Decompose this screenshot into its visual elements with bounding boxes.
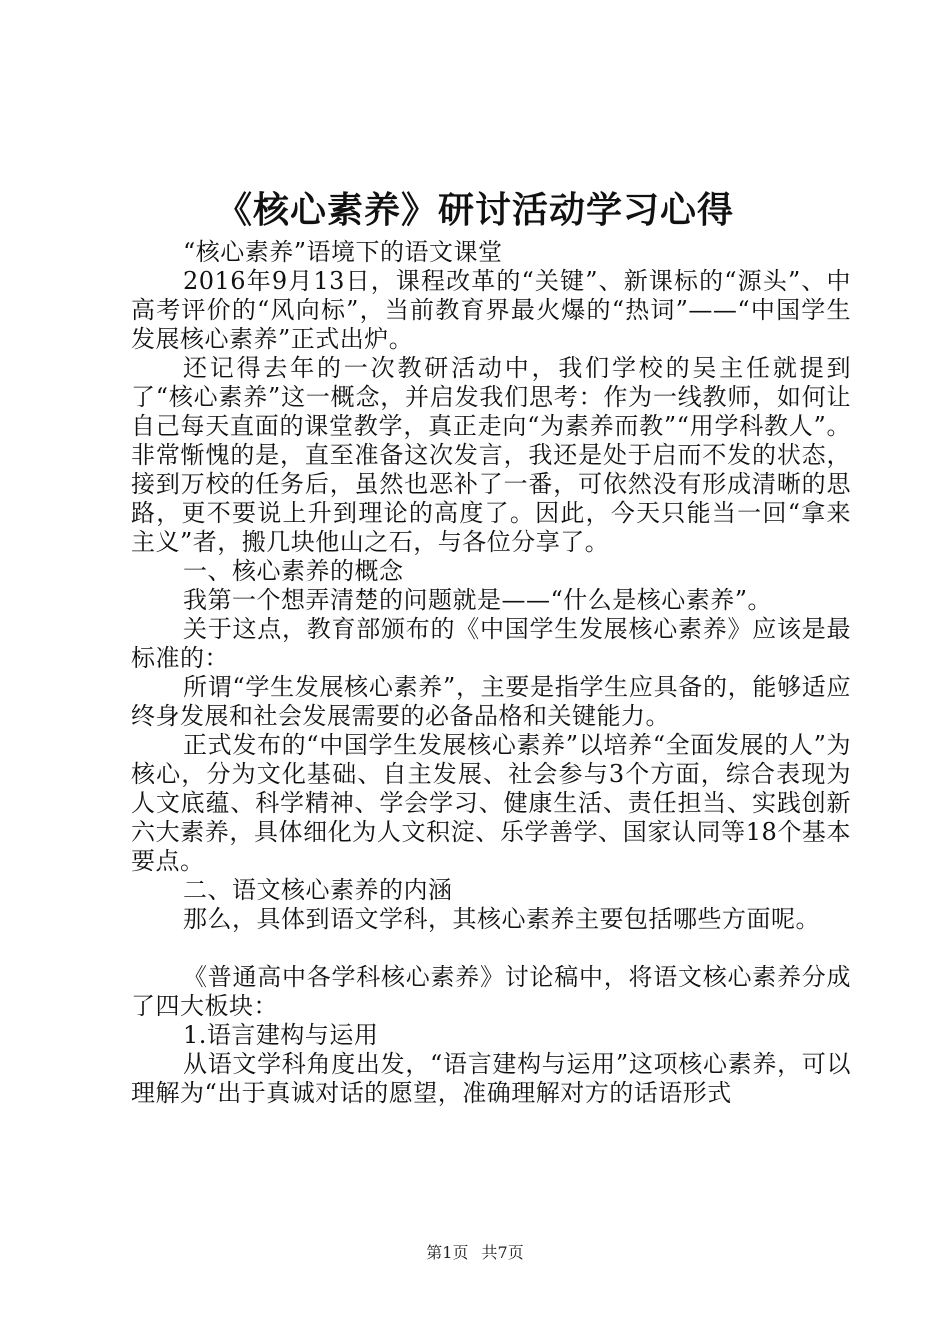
subheading-language-construction: 1.语言建构与运用 — [183, 1021, 379, 1049]
paragraph-language-construction: 从语文学科角度出发，“语言建构与运用”这项核心素养，可以理解为“出于真诚对话的愿望，准确理解对方的话语形式 — [131, 1050, 851, 1107]
paragraph-recollection: 还记得去年的一次教研活动中，我们学校的吴主任就提到了“核心素养”这一概念，并启发我们思考：作为一线教师，如何让自己每天直面的课堂教学，真正走向“为素养而教”“用学科教人”。非常惭愧的是，直至准备这次发言，我还是处于启而不发的状态，接到万校的任务后，虽然也恶补了一番，可依然没有形成清晰的思路，更不要说上升到理论的高度了。因此，今天只能当一回“拿来主义”者，搬几块他山之石，与各位分享了。 — [131, 354, 851, 556]
blank-line — [131, 934, 851, 963]
paragraph-framework: 正式发布的“中国学生发展核心素养”以培养“全面发展的人”为核心，分为文化基础、自主发展、社会参与3个方面，综合表现为人文底蕴、科学精神、学会学习、健康生活、责任担当、实践创新六大素养，具体细化为人文积淀、乐学善学、国家认同等18个基本要点。 — [131, 731, 851, 875]
paragraph-chinese-subject: 那么，具体到语文学科，其核心素养主要包括哪些方面呢。 — [183, 905, 820, 933]
paragraph-ministry-definition: 关于这点，教育部颁布的《中国学生发展核心素养》应该是最标准的： — [131, 615, 851, 672]
document-body — [131, 238, 851, 1108]
paragraph-definition: 所谓“学生发展核心素养”，主要是指学生应具备的，能够适应终身发展和社会发展需要的必备品格和关键能力。 — [131, 673, 851, 730]
section-heading-connotation: 二、语文核心素养的内涵 — [183, 876, 453, 904]
paragraph-question: 我第一个想弄清楚的问题就是——“什么是核心素养”。 — [183, 586, 773, 614]
page-title: 《核心素养》研讨活动学习心得 — [215, 189, 734, 231]
section-heading-concept: 一、核心素养的概念 — [183, 557, 404, 585]
paragraph-four-blocks: 《普通高中各学科核心素养》讨论稿中，将语文核心素养分成了四大板块： — [131, 963, 851, 1020]
paragraph-subtitle: “核心素养”语境下的语文课堂 — [183, 238, 503, 266]
paragraph-release-date: 2016年9月13日，课程改革的“关键”、新课标的“源头”、中高考评价的“风向标”，当前教育界最火爆的“热词”——“中国学生发展核心素养”正式出炉。 — [131, 267, 851, 353]
page-total: 共7页 — [481, 1243, 524, 1262]
page-footer — [0, 1242, 950, 1264]
page-number: 第1页 — [426, 1243, 469, 1262]
